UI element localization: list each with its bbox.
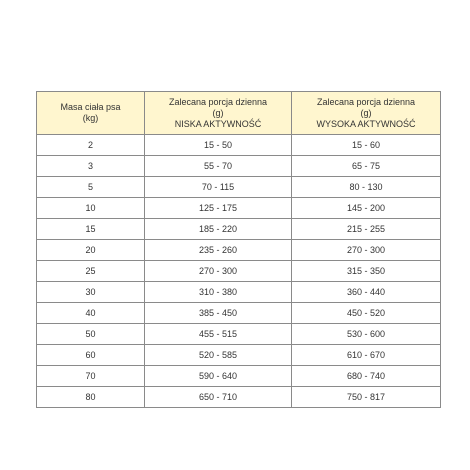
cell-low-activity-portion: 55 - 70	[145, 156, 292, 177]
table-row	[37, 345, 441, 366]
cell-low-activity-portion: 520 - 585	[145, 345, 292, 366]
cell-dog-weight: 30	[37, 282, 145, 303]
cell-high-activity-portion: 145 - 200	[292, 198, 441, 219]
table-row	[37, 219, 441, 240]
cell-low-activity-portion: 385 - 450	[145, 303, 292, 324]
table-row	[37, 303, 441, 324]
cell-dog-weight: 3	[37, 156, 145, 177]
header-low-activity	[145, 92, 292, 135]
table-row	[37, 177, 441, 198]
cell-high-activity-portion: 360 - 440	[292, 282, 441, 303]
header-dog-weight	[37, 92, 145, 135]
cell-high-activity-portion: 750 - 817	[292, 387, 441, 408]
cell-high-activity-portion: 315 - 350	[292, 261, 441, 282]
cell-low-activity-portion: 15 - 50	[145, 135, 292, 156]
cell-low-activity-portion: 125 - 175	[145, 198, 292, 219]
header-line: Zalecana porcja dzienna	[316, 96, 416, 107]
table-row	[37, 261, 441, 282]
table-row	[37, 324, 441, 345]
cell-dog-weight: 2	[37, 135, 145, 156]
cell-dog-weight: 60	[37, 345, 145, 366]
table-row	[37, 387, 441, 408]
header-line: (g)	[212, 107, 224, 118]
cell-low-activity-portion: 310 - 380	[145, 282, 292, 303]
cell-low-activity-portion: 650 - 710	[145, 387, 292, 408]
header-line: (kg)	[82, 113, 99, 123]
feeding-table-container	[36, 91, 440, 408]
header-line: Zalecana porcja dzienna	[168, 96, 268, 107]
cell-high-activity-portion: 270 - 300	[292, 240, 441, 261]
header-line: Masa ciała psa	[60, 102, 121, 112]
table-row	[37, 135, 441, 156]
cell-dog-weight: 50	[37, 324, 145, 345]
cell-high-activity-portion: 65 - 75	[292, 156, 441, 177]
header-line: WYSOKA AKTYWNOŚĆ	[316, 118, 416, 129]
table-header-row	[37, 92, 441, 135]
cell-high-activity-portion: 215 - 255	[292, 219, 441, 240]
cell-dog-weight: 25	[37, 261, 145, 282]
cell-low-activity-portion: 590 - 640	[145, 366, 292, 387]
cell-dog-weight: 5	[37, 177, 145, 198]
table-row	[37, 366, 441, 387]
table-row	[37, 198, 441, 219]
cell-low-activity-portion: 235 - 260	[145, 240, 292, 261]
cell-dog-weight: 40	[37, 303, 145, 324]
cell-dog-weight: 80	[37, 387, 145, 408]
cell-dog-weight: 70	[37, 366, 145, 387]
cell-high-activity-portion: 530 - 600	[292, 324, 441, 345]
header-line: (g)	[360, 107, 372, 118]
cell-dog-weight: 10	[37, 198, 145, 219]
feeding-table	[36, 91, 441, 408]
cell-high-activity-portion: 450 - 520	[292, 303, 441, 324]
header-line: NISKA AKTYWNOŚĆ	[174, 118, 262, 129]
header-high-activity	[292, 92, 441, 135]
cell-low-activity-portion: 455 - 515	[145, 324, 292, 345]
table-row	[37, 282, 441, 303]
cell-dog-weight: 15	[37, 219, 145, 240]
cell-low-activity-portion: 185 - 220	[145, 219, 292, 240]
cell-low-activity-portion: 270 - 300	[145, 261, 292, 282]
cell-high-activity-portion: 80 - 130	[292, 177, 441, 198]
table-body	[37, 135, 441, 408]
table-row	[37, 240, 441, 261]
cell-low-activity-portion: 70 - 115	[145, 177, 292, 198]
cell-high-activity-portion: 610 - 670	[292, 345, 441, 366]
cell-high-activity-portion: 680 - 740	[292, 366, 441, 387]
cell-dog-weight: 20	[37, 240, 145, 261]
cell-high-activity-portion: 15 - 60	[292, 135, 441, 156]
table-row	[37, 156, 441, 177]
